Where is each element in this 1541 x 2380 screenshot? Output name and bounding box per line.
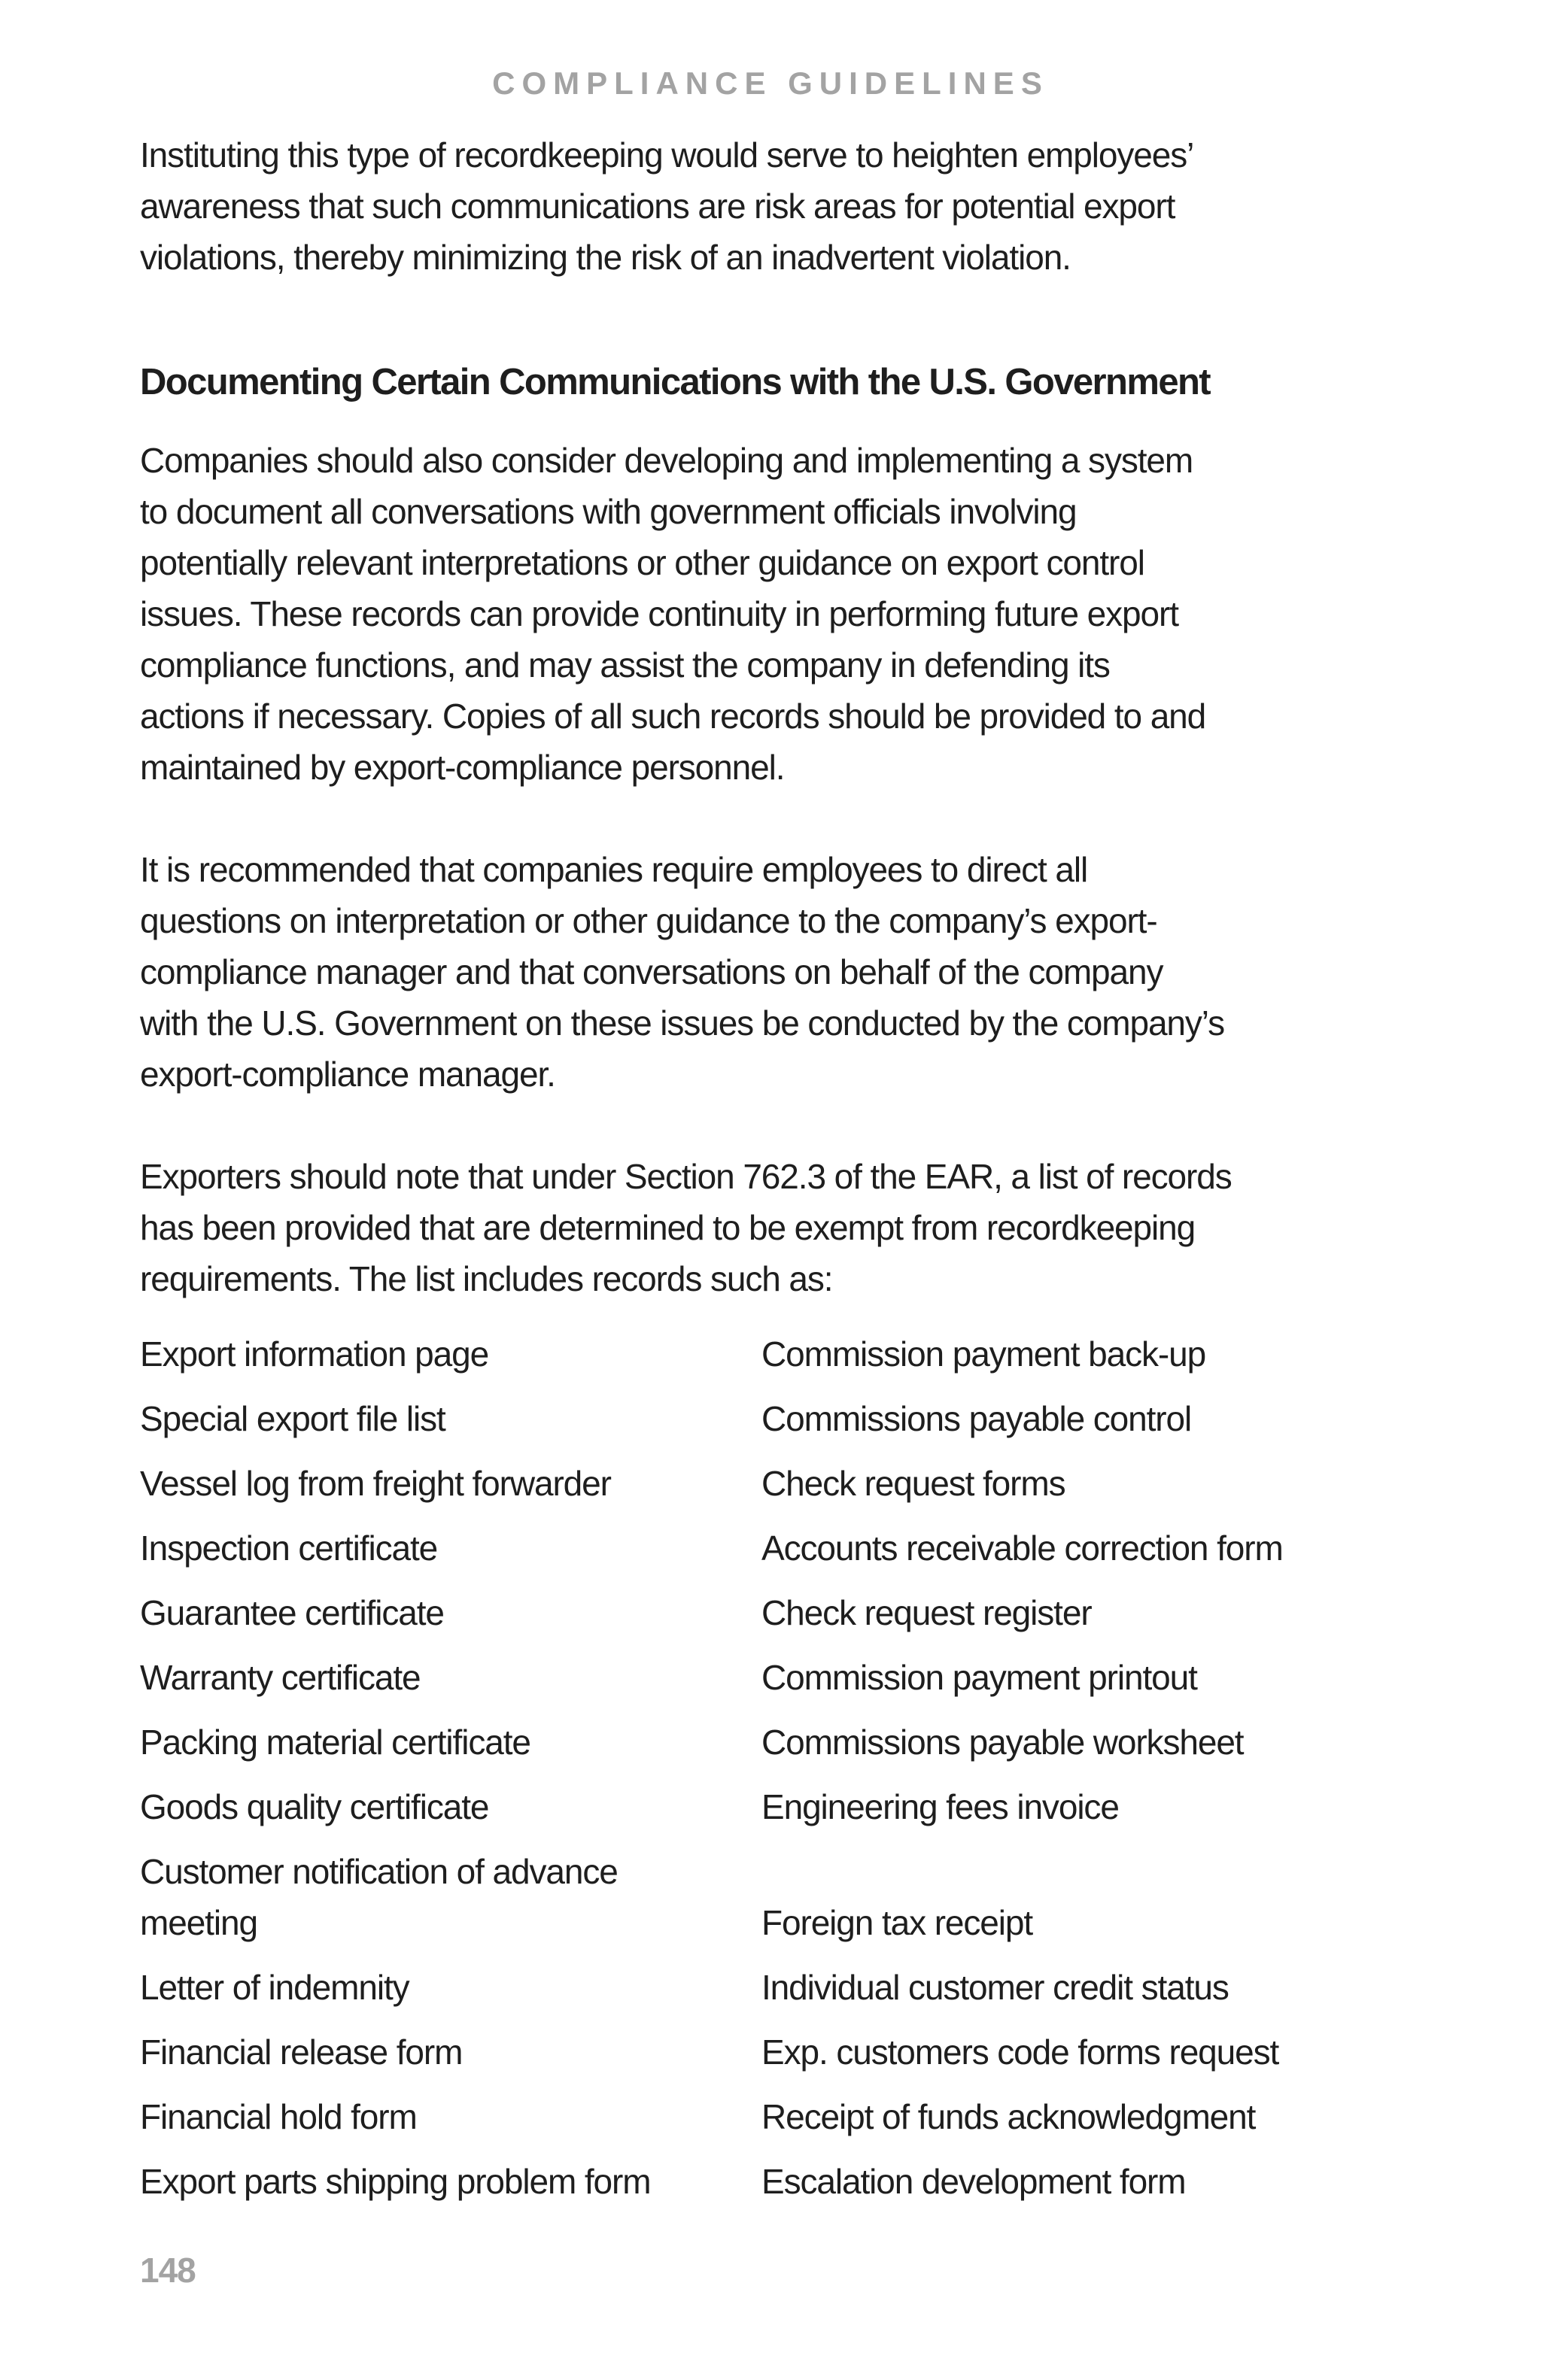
- record-item-right: Accounts receivable correction form: [761, 1528, 1283, 1568]
- section-heading: Documenting Certain Communications with the U.S. Government: [140, 362, 1211, 402]
- exempt-records-list: [140, 1328, 1404, 2207]
- record-item-right: Commission payment printout: [761, 1658, 1197, 1697]
- paragraph-recordkeeping-awareness: Instituting this type of recordkeeping would serve to heighten employees’ awareness that such communications are risk areas for potential export violations, thereby minimizing the risk of an inadvertent violation.: [140, 135, 1194, 277]
- record-item-left: Vessel log from freight forwarder: [140, 1464, 611, 1503]
- paragraph-document-conversations: Companies should also consider developing and implementing a system to document all conversations with government officials involving potentially relevant interpretations or other guidance on export control issues. These records can provide continuity in performing future export compliance functions, and may assist the company in defending its actions if necessary. Copies of all such records should be provided to and maintained by export-compliance personnel.: [140, 441, 1206, 787]
- record-item-left: Packing material certificate: [140, 1723, 530, 1762]
- record-item-left: Financial hold form: [140, 2097, 417, 2136]
- paragraph-exempt-records-intro: Exporters should note that under Section 762.3 of the EAR, a list of records has been provided that are determined to be exempt from recordkeeping requirements. The list includes records such as:: [140, 1157, 1232, 1298]
- record-item-right: Escalation development form: [761, 2162, 1186, 2201]
- record-item-left: Warranty certificate: [140, 1658, 421, 1697]
- page-number: 148: [140, 2251, 196, 2290]
- running-header: COMPLIANCE GUIDELINES: [492, 65, 1049, 101]
- paragraph-recommendation: It is recommended that companies require employees to direct all questions on interpretation or other guidance to the company’s export- compliance manager and that conversations on behalf of the company with the U.S. Government on these issues be conducted by the company’s export-compliance manager.: [140, 850, 1225, 1094]
- record-item-right: Commission payment back-up: [761, 1334, 1206, 1374]
- record-item-left: Inspection certificate: [140, 1528, 438, 1568]
- record-item-left: Financial release form: [140, 2032, 463, 2072]
- record-item-left: Goods quality certificate: [140, 1787, 489, 1826]
- record-item-right: Check request register: [761, 1593, 1092, 1632]
- page-content: [140, 129, 1404, 2207]
- record-item-right: Receipt of funds acknowledgment: [761, 2097, 1256, 2136]
- record-item-left: Export information page: [140, 1334, 489, 1374]
- record-item-right: Individual customer credit status: [761, 1968, 1229, 2007]
- record-item-right: Exp. customers code forms request: [761, 2032, 1279, 2072]
- record-item-left: Customer notification of advance meeting: [140, 1852, 618, 1942]
- record-item-left: Special export file list: [140, 1399, 445, 1438]
- record-item-right: Foreign tax receipt: [761, 1903, 1033, 1942]
- record-item-right: Check request forms: [761, 1464, 1065, 1503]
- record-item-left: Letter of indemnity: [140, 1968, 409, 2007]
- record-item-left: Guarantee certificate: [140, 1593, 444, 1632]
- record-item-left: Export parts shipping problem form: [140, 2162, 651, 2201]
- record-item-right: Commissions payable worksheet: [761, 1723, 1244, 1762]
- record-item-right: Commissions payable control: [761, 1399, 1192, 1438]
- record-item-right: Engineering fees invoice: [761, 1787, 1119, 1826]
